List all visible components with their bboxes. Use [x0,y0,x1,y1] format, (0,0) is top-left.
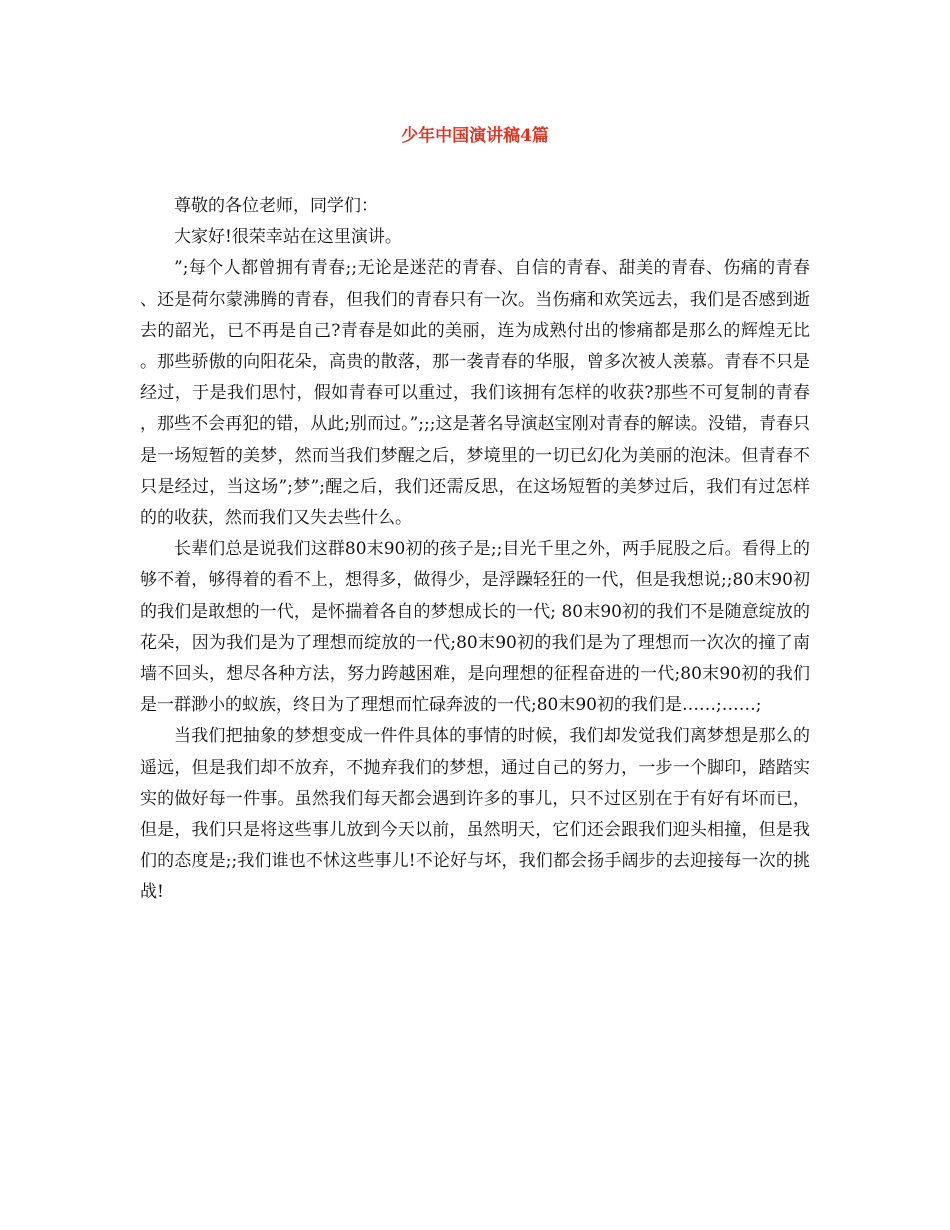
paragraph-generation: 长辈们总是说我们这群80末90初的孩子是;;目光千里之外，两手屁股之后。看得上的够不着，够得着的看不上，想得多，做得少，是浮躁轻狂的一代，但是我想说;;80末90初的我们是敢想的一代，是怀揣着各自的梦想成长的一代; 80末90初的我们不是随意绽放的花朵，因为我们是为了理想而绽放的一代;80末90初的我们是为了理想而一次次的撞了南墙不回头，想尽各种方法，努力跨越困难，是向理想的征程奋进的一代;80末90初的我们是一群渺小的蚁族，终日为了理想而忙碌奔波的一代;80末90初的我们是……;……; [140,539,810,716]
paragraph-opening: 大家好!很荣幸站在这里演讲。 [174,227,402,248]
paragraph-greeting: 尊敬的各位老师，同学们： [174,196,378,216]
paragraph-youth-quote: ”;每个人都曾拥有青春;;无论是迷茫的青春、自信的青春、甜美的青春、伤痛的青春、还是荷尔蒙沸腾的青春，但我们的青春只有一次。当伤痛和欢笑远去，我们是否感到逝去的韶光，已不再是自己?青春是如此的美丽，连为成熟付出的惨痛都是那么的辉煌无比。那些骄傲的向阳花朵，高贵的散落，那一袭青春的华服，曾多次被人羡慕。青春不只是经过，于是我们思忖，假如青春可以重过，我们该拥有怎样的收获?那些不可复制的青春，那些不会再犯的错，从此;别而过。”;;;这是著名导演赵宝刚对青春的解读。没错，青春只是一场短暂的美梦，然而当我们梦醒之后，梦境里的一切已幻化为美丽的泡沫。但青春不只是经过，当这场”;梦”;醒之后，我们还需反思，在这场短暂的美梦过后，我们有过怎样的的收获，然而我们又失去些什么。 [140,258,810,529]
paragraph-dreams: 当我们把抽象的梦想变成一件件具体的事情的时候，我们却发觉我们离梦想是那么的遥远，但是我们却不放弃，不抛弃我们的梦想，通过自己的努力，一步一个脚印，踏踏实实的做好每一件事。虽然我们每天都会遇到许多的事儿，只不过区别在于有好有坏而已，但是，我们只是将这些事儿放到今天以前，虽然明天，它们还会跟我们迎头相撞，但是我们的态度是;;我们谁也不怵这些事儿!不论好与坏，我们都会扬手阔步的去迎接每一次的挑战! [140,726,810,903]
document-body [140,191,810,909]
document-title: 少年中国演讲稿4篇 [401,126,549,146]
